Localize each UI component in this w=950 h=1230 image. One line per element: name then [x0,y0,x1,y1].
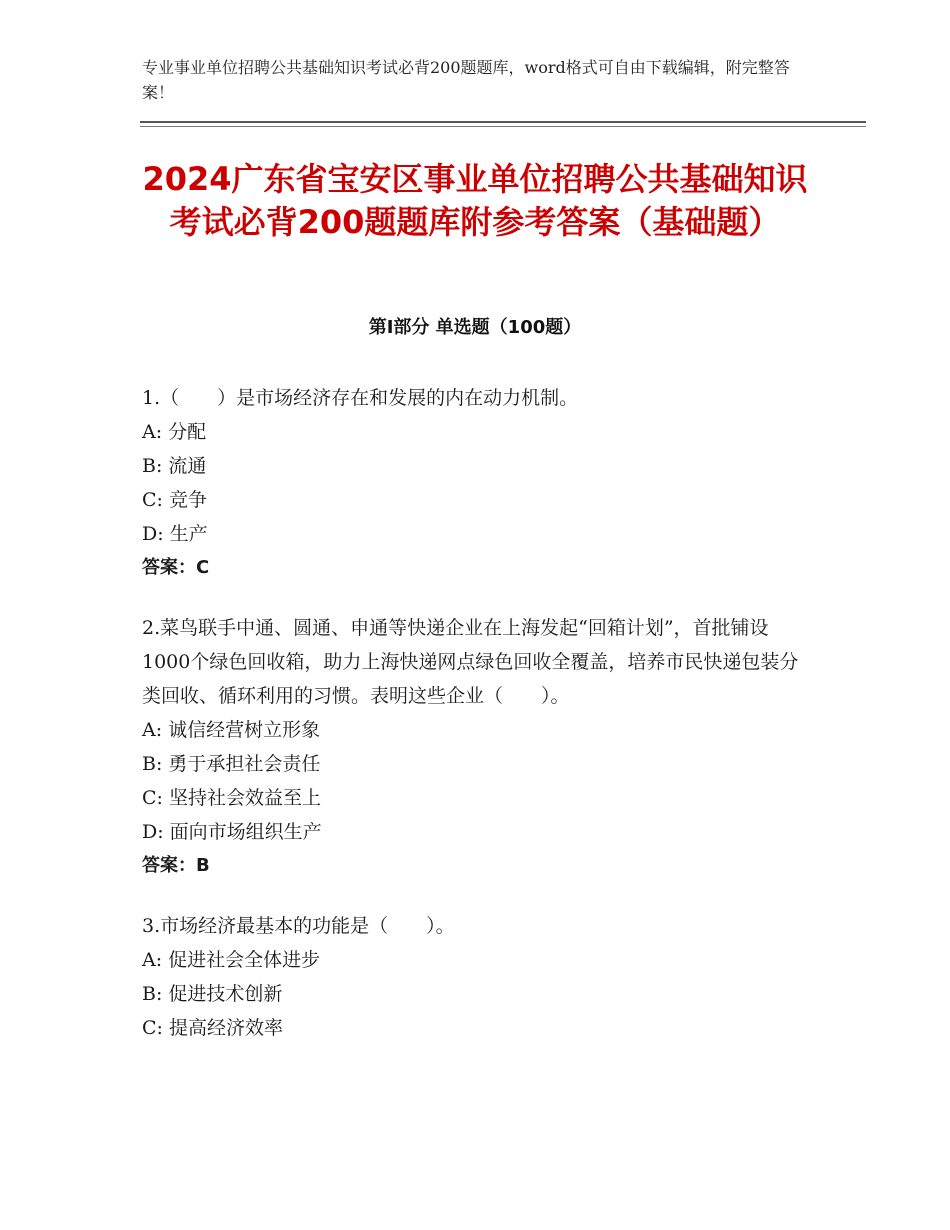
question-2 [142,611,807,883]
option-c: C: 坚持社会效益至上 [142,787,321,809]
option-a: A: 诚信经营树立形象 [142,719,321,741]
question-stem: 3.市场经济最基本的功能是（ ）。 [142,915,455,937]
option-b: B: 勇于承担社会责任 [142,753,321,775]
option-d: D: 生产 [142,523,208,545]
question-list [142,381,807,1071]
header-divider-thick [140,121,866,123]
option-a: A: 促进社会全体进步 [142,949,321,971]
question-1 [142,381,807,585]
option-c: C: 竞争 [142,489,207,511]
question-stem: 1.（ ）是市场经济存在和发展的内在动力机制。 [142,387,579,409]
header-divider-thin [140,126,866,127]
question-stem: 2.菜鸟联手中通、圆通、申通等快递企业在上海发起“回箱计划”，首批铺设1000个绿色回收箱，助力上海快递网点绿色回收全覆盖，培养市民快递包装分类回收、循环利用的习惯。表明这些企业（ ）。 [142,617,799,707]
document-title: 2024广东省宝安区事业单位招聘公共基础知识考试必背200题题库附参考答案（基础题） [142,160,808,241]
question-3 [142,909,807,1045]
option-c: C: 提高经济效率 [142,1017,283,1039]
header-note: 专业事业单位招聘公共基础知识考试必背200题题库，word格式可自由下载编辑，附完整答案！ [142,58,790,102]
option-b: B: 流通 [142,455,207,477]
answer: 答案：B [142,855,210,876]
answer: 答案：C [142,557,210,578]
option-a: A: 分配 [142,421,207,443]
section-title: 第Ⅰ部分 单选题（100题） [368,317,582,338]
option-d: D: 面向市场组织生产 [142,821,322,843]
option-b: B: 促进技术创新 [142,983,283,1005]
